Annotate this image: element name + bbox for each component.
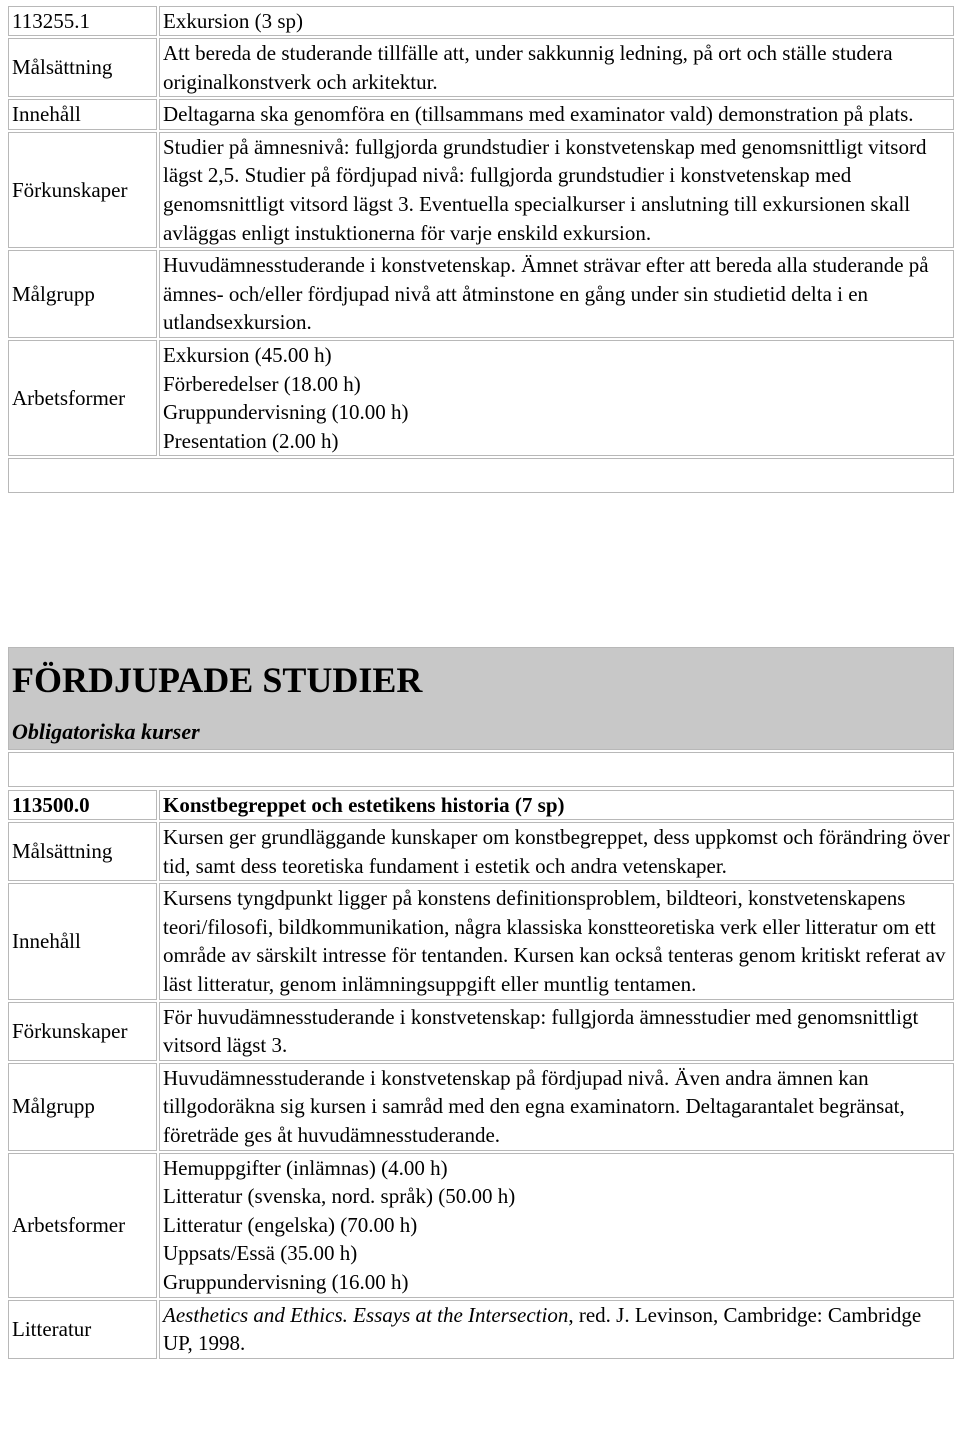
work-form-item: Hemuppgifter (inlämnas) (4.00 h) — [163, 1155, 448, 1180]
literature-details: , red. J. Levinson, Cambridge: Cambridge UP, 1998. — [163, 1302, 922, 1356]
empty-cell — [8, 458, 954, 493]
row-text-forkunskaper: Studier på ämnesnivå: fullgjorda grundstudier i konstvetenskap med genomsnittligt vitsord lägst 2,5. Studier på fördjupad nivå: fullgjorda grundstudier i konstvetenskap med genomsnittligt vitsord lägst 3. Eventuella specialkurser i anslutning till exkursionen skall avläggas enligt instuktionerna för varje enskild exkursion. — [159, 132, 954, 248]
row-text-arbetsformer — [159, 340, 954, 456]
row-label-forkunskaper: Förkunskaper — [8, 132, 157, 248]
table-row — [8, 340, 954, 456]
row-label-arbetsformer: Arbetsformer — [8, 340, 157, 456]
section-header-table — [6, 645, 956, 789]
work-form-item: Gruppundervisning (16.00 h) — [163, 1269, 409, 1294]
section-header — [8, 647, 954, 750]
row-label-innehall: Innehåll — [8, 883, 157, 999]
table-row — [8, 1063, 954, 1151]
row-label-arbetsformer: Arbetsformer — [8, 1153, 157, 1298]
row-text-malsattning: Kursen ger grundläggande kunskaper om konstbegreppet, dess uppkomst och förändring över tid, samt dess teoretiska fundament i estetik och andra vetenskaper. — [159, 822, 954, 881]
row-label-malgrupp: Målgrupp — [8, 1063, 157, 1151]
table-row — [8, 1002, 954, 1061]
row-text-arbetsformer — [159, 1153, 954, 1298]
table-row — [8, 1300, 954, 1359]
empty-cell — [8, 752, 954, 787]
row-label-forkunskaper: Förkunskaper — [8, 1002, 157, 1061]
empty-row — [8, 752, 954, 787]
work-form-item: Uppsats/Essä (35.00 h) — [163, 1241, 358, 1266]
section-title: FÖRDJUPADE STUDIER — [12, 660, 423, 700]
row-text-litteratur — [159, 1300, 954, 1359]
row-label-malsattning: Målsättning — [8, 822, 157, 881]
table-row — [8, 822, 954, 881]
table-row — [8, 250, 954, 338]
row-text-malgrupp: Huvudämnesstuderande i konstvetenskap. Ämnet strävar efter att bereda alla studerande på ämnes- och/eller fördjupad nivå att åtminstone en gång under sin studietid delta i en utlandsexkursion. — [159, 250, 954, 338]
literature-title: Aesthetics and Ethics. Essays at the Intersection — [163, 1302, 569, 1327]
course-konstbegreppet-table — [6, 788, 956, 1361]
course-code: 113500.0 — [8, 790, 157, 820]
course-header-row — [8, 790, 954, 820]
row-label-innehall: Innehåll — [8, 99, 157, 130]
course-code: 113255.1 — [8, 6, 157, 36]
empty-row — [8, 458, 954, 493]
course-title: Exkursion (3 sp) — [159, 6, 954, 36]
section-subtitle: Obligatoriska kurser — [12, 719, 200, 744]
work-form-item: Litteratur (engelska) (70.00 h) — [163, 1212, 418, 1237]
row-label-malsattning: Målsättning — [8, 38, 157, 97]
course-exkursion-table — [6, 4, 956, 495]
table-row — [8, 132, 954, 248]
row-text-malgrupp: Huvudämnesstuderande i konstvetenskap på fördjupad nivå. Även andra ämnen kan tillgodoräkna sig kursen i samråd med den egna examinatorn. Deltagarantalet begränsat, företräde ges åt huvudämnesstuderande. — [159, 1063, 954, 1151]
table-row — [8, 883, 954, 999]
row-label-malgrupp: Målgrupp — [8, 250, 157, 338]
table-row — [8, 1153, 954, 1298]
table-row — [8, 38, 954, 97]
row-text-innehall: Deltagarna ska genomföra en (tillsammans med examinator vald) demonstration på plats. — [159, 99, 954, 130]
work-form-item: Gruppundervisning (10.00 h) — [163, 400, 409, 425]
course-title: Konstbegreppet och estetikens historia (7 sp) — [159, 790, 954, 820]
work-form-item: Presentation (2.00 h) — [163, 428, 339, 453]
row-text-malsattning: Att bereda de studerande tillfälle att, under sakkunnig ledning, på ort och ställe studera originalkonstverk och arkitektur. — [159, 38, 954, 97]
work-form-item: Exkursion (45.00 h) — [163, 342, 332, 367]
row-text-innehall: Kursens tyngdpunkt ligger på konstens definitionsproblem, bildteori, konstvetenskapens teori/filosofi, bildkommunikation, några klassiska konstteoretiska verk eller litteratur om ett område av särskilt intresse för tentanden. Kursen kan också tenteras genom kritiskt referat av läst litteratur, genom inlämningsuppgift eller muntlig tentamen. — [159, 883, 954, 999]
row-label-litteratur: Litteratur — [8, 1300, 157, 1359]
course-header-row — [8, 6, 954, 36]
table-row — [8, 99, 954, 130]
row-text-forkunskaper: För huvudämnesstuderande i konstvetenskap: fullgjorda ämnesstudier med genomsnittligt vitsord lägst 3. — [159, 1002, 954, 1061]
work-form-item: Förberedelser (18.00 h) — [163, 371, 361, 396]
work-form-item: Litteratur (svenska, nord. språk) (50.00 h) — [163, 1184, 516, 1209]
